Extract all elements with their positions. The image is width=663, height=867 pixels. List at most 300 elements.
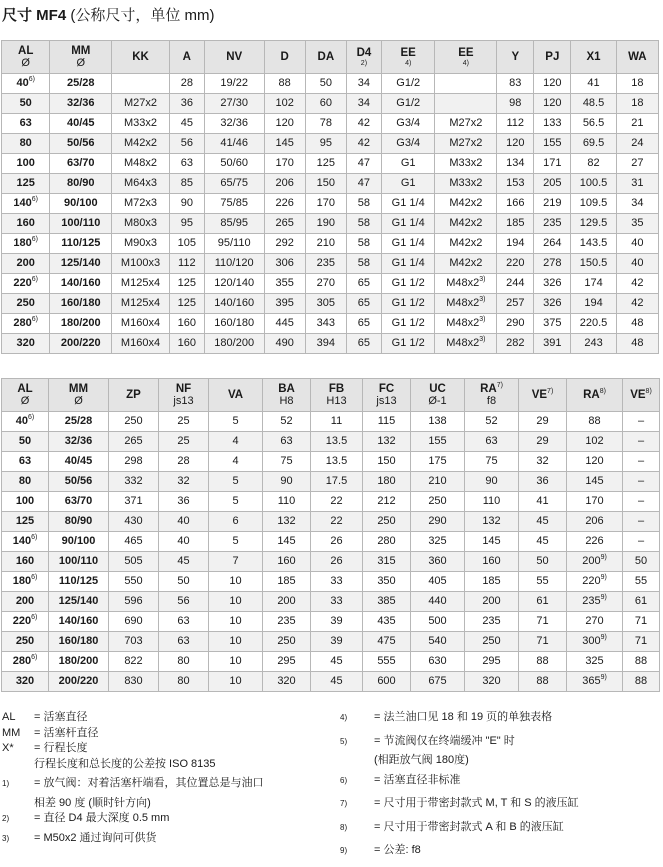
note-line <box>340 734 660 754</box>
table-cell <box>534 174 571 194</box>
cell-value: 153 <box>506 177 525 189</box>
note-number: 5) <box>340 736 348 746</box>
header-label: DA <box>317 51 335 63</box>
table-cell <box>169 254 204 274</box>
table-row <box>2 592 660 612</box>
column-header <box>567 379 623 412</box>
cell-value: 160 <box>15 555 35 567</box>
table-cell <box>2 592 49 612</box>
cell-value: 10 <box>229 655 242 667</box>
cell-value: 40 <box>15 415 28 427</box>
table-cell <box>2 154 50 174</box>
footnote-ref: 3) <box>479 336 486 343</box>
cell-value: 41/46 <box>220 137 248 149</box>
table-cell <box>109 652 159 672</box>
table-cell <box>2 652 49 672</box>
header-sublabel: js13 <box>376 395 397 407</box>
cell-value: 63 <box>19 117 32 129</box>
table-cell <box>109 512 159 532</box>
table-row <box>2 314 659 334</box>
cell-value: 63/70 <box>67 157 95 169</box>
cell-value: M42x2 <box>449 237 483 249</box>
cell-value: 32 <box>536 455 549 467</box>
table-cell <box>623 472 660 492</box>
cell-value: 50 <box>18 435 32 447</box>
cell-value: 26 <box>330 535 343 547</box>
cell-value: 10 <box>229 635 242 647</box>
table-cell <box>311 492 363 512</box>
table-cell <box>465 512 519 532</box>
note-number: 1) <box>2 779 10 788</box>
table-cell <box>363 472 411 492</box>
note-line <box>2 831 332 851</box>
table-cell <box>465 632 519 652</box>
header-footnote: 7) <box>547 388 554 395</box>
table-cell <box>363 632 411 652</box>
cell-value: M90x3 <box>123 237 158 249</box>
note-text: = 节流阀仅在终端缓冲 "E" 时 <box>374 734 515 747</box>
table-cell <box>112 74 170 94</box>
table-cell <box>2 74 50 94</box>
cell-value: 18 <box>631 77 644 89</box>
cell-value: 265 <box>275 217 294 229</box>
cell-value: 5 <box>232 415 239 427</box>
cell-value: 26 <box>330 555 343 567</box>
header-label: KK <box>132 51 149 63</box>
header-label: AL <box>17 383 33 395</box>
cell-value: 50/56 <box>67 137 95 149</box>
table-cell <box>346 94 381 114</box>
cell-value: 140 <box>13 197 32 209</box>
cell-value: G1 1/2 <box>391 317 425 329</box>
cell-value: 550 <box>124 575 143 587</box>
header-label: WA <box>628 51 647 63</box>
table-row <box>2 294 659 314</box>
cell-value: 200 <box>582 555 601 567</box>
cell-value: 395 <box>275 297 294 309</box>
table-cell <box>435 194 497 214</box>
table-cell <box>305 254 346 274</box>
dimensions-table-2 <box>1 378 660 692</box>
table-cell <box>519 432 567 452</box>
table-cell <box>2 254 50 274</box>
cell-value: 80 <box>177 655 190 667</box>
table-cell <box>616 334 658 354</box>
note-line <box>340 820 660 840</box>
cell-value: 80/90 <box>67 177 95 189</box>
note-line <box>2 811 332 831</box>
table-cell <box>465 532 519 552</box>
cell-value: 18 <box>631 97 644 109</box>
cell-value: 129.5 <box>579 217 608 229</box>
note-line <box>2 776 332 796</box>
cell-value: 100/110 <box>61 217 101 229</box>
cell-value: 185 <box>506 217 525 229</box>
cell-value: 80/90 <box>64 515 93 527</box>
note-key <box>340 734 374 754</box>
cell-value: 75 <box>485 455 498 467</box>
table-cell <box>263 552 311 572</box>
cell-value: 160 <box>16 217 35 229</box>
cell-value: 160 <box>482 555 501 567</box>
cell-value: 90/100 <box>63 197 98 209</box>
cell-value: 220 <box>12 615 32 627</box>
table-cell <box>381 114 435 134</box>
table-cell <box>2 532 49 552</box>
cell-value: 100/110 <box>58 555 99 567</box>
cell-value: M100x3 <box>120 257 161 269</box>
table-cell <box>497 254 534 274</box>
cell-value: 45 <box>330 675 343 687</box>
cell-value: 180 <box>377 475 396 487</box>
cell-value: 25 <box>177 435 190 447</box>
note-key <box>2 796 34 812</box>
table-cell <box>209 492 263 512</box>
cell-value: 155 <box>428 435 447 447</box>
cell-value: 325 <box>585 655 604 667</box>
cell-value: 112 <box>506 117 525 129</box>
cell-value: 63 <box>180 157 193 169</box>
table-cell <box>112 274 170 294</box>
cell-value: 475 <box>377 635 396 647</box>
table-cell <box>571 114 616 134</box>
table-cell <box>159 492 209 512</box>
table-cell <box>2 412 49 432</box>
cell-value: 435 <box>377 615 396 627</box>
table-cell <box>50 214 112 234</box>
table-cell <box>311 652 363 672</box>
table-row <box>2 672 660 692</box>
table-cell <box>264 134 305 154</box>
table-row <box>2 254 659 274</box>
table-cell <box>616 234 658 254</box>
cell-value: 332 <box>124 475 143 487</box>
cell-value: 270 <box>316 277 335 289</box>
cell-value: 110 <box>277 495 296 507</box>
table-cell <box>263 492 311 512</box>
column-header <box>346 41 381 74</box>
table-cell <box>209 672 263 692</box>
table-cell <box>209 592 263 612</box>
header-label: MM <box>68 383 89 395</box>
cell-value: 120 <box>506 137 525 149</box>
cell-value: 110/125 <box>58 575 99 587</box>
table-cell <box>623 432 660 452</box>
table-body <box>2 412 660 692</box>
table-cell <box>264 334 305 354</box>
cell-value: G1 1/2 <box>391 337 425 349</box>
table-cell <box>411 532 465 552</box>
cell-value: 405 <box>428 575 447 587</box>
table-cell <box>169 94 204 114</box>
cell-value: 56 <box>177 595 190 607</box>
cell-value: 175 <box>428 455 447 467</box>
table-cell <box>2 314 50 334</box>
note-number: 2) <box>2 814 10 823</box>
table-cell <box>169 214 204 234</box>
cell-value: 125 <box>177 277 196 289</box>
table-cell <box>159 472 209 492</box>
table-cell <box>465 592 519 612</box>
table-row <box>2 114 659 134</box>
cell-value: 243 <box>584 337 603 349</box>
cell-value: 48 <box>631 317 644 329</box>
cell-value: 290 <box>506 317 525 329</box>
cell-value: 150 <box>316 177 335 189</box>
table-cell <box>519 472 567 492</box>
cell-value: 36 <box>177 495 190 507</box>
cell-value: 125 <box>16 177 35 189</box>
header-footnote: 2) <box>360 59 368 67</box>
cell-value: M64x3 <box>123 177 158 189</box>
table-cell <box>534 274 571 294</box>
table-cell <box>497 194 534 214</box>
note-key <box>2 831 34 851</box>
table-row <box>2 652 660 672</box>
table-cell <box>112 174 170 194</box>
table-cell <box>2 274 50 294</box>
table-cell <box>109 432 159 452</box>
table-cell <box>311 532 363 552</box>
table-cell <box>159 652 209 672</box>
cell-value: 63 <box>485 435 498 447</box>
cell-value: 326 <box>543 297 562 309</box>
table-cell <box>623 452 660 472</box>
column-header <box>435 41 497 74</box>
table-cell <box>435 94 497 114</box>
table-cell <box>381 134 435 154</box>
table-cell <box>159 612 209 632</box>
column-header <box>263 379 311 412</box>
table-cell <box>381 274 435 294</box>
cell-value: 71 <box>536 615 549 627</box>
cell-value: 47 <box>357 157 371 169</box>
table-cell <box>263 592 311 612</box>
table-cell <box>209 532 263 552</box>
table-cell <box>381 234 435 254</box>
table-row <box>2 154 659 174</box>
header-label: VE <box>630 389 646 401</box>
cell-value: 88 <box>536 675 549 687</box>
header-label: VE <box>531 389 548 401</box>
cell-value: 140/160 <box>60 277 101 289</box>
cell-value: 10 <box>229 595 242 607</box>
table-cell <box>2 234 50 254</box>
table-cell <box>305 94 346 114</box>
cell-value: 125/140 <box>60 257 101 269</box>
table-row <box>2 334 659 354</box>
table-cell <box>204 314 264 334</box>
note-key: MM <box>2 726 21 739</box>
table-cell <box>209 432 263 452</box>
cell-value: 102 <box>585 435 604 447</box>
cell-value: 360 <box>428 555 447 567</box>
footnote-ref: 9) <box>600 634 607 641</box>
table-cell <box>497 154 534 174</box>
cell-value: 85 <box>180 177 193 189</box>
table-cell <box>623 612 660 632</box>
note-line <box>2 757 332 773</box>
table-cell <box>497 174 534 194</box>
cell-value: 265 <box>124 435 143 447</box>
cell-value: 250 <box>428 495 447 507</box>
cell-value: 88 <box>278 77 291 89</box>
table-cell <box>435 294 497 314</box>
cell-value: 540 <box>428 635 447 647</box>
cell-value: 65 <box>357 337 371 349</box>
cell-value: 83 <box>509 77 522 89</box>
cell-value: 60 <box>319 97 332 109</box>
cell-value: 40 <box>177 535 190 547</box>
cell-value: 95 <box>180 217 193 229</box>
footnote-ref: 9) <box>600 574 607 581</box>
cell-value: 17.5 <box>325 475 348 487</box>
cell-value: M160x4 <box>120 337 161 349</box>
cell-value: 56.5 <box>582 117 605 129</box>
footnote-ref: 6) <box>31 574 38 581</box>
table-cell <box>497 314 534 334</box>
cell-value: 42 <box>357 137 371 149</box>
cell-value: 180 <box>12 575 32 587</box>
note-line <box>2 796 332 812</box>
table-cell <box>363 512 411 532</box>
table-cell <box>435 154 497 174</box>
cell-value: 270 <box>585 615 604 627</box>
page-title-bold: 尺寸 MF4 <box>2 7 67 24</box>
table-cell <box>465 612 519 632</box>
table-cell <box>616 94 658 114</box>
table-cell <box>49 592 109 612</box>
table-cell <box>435 234 497 254</box>
table-cell <box>534 334 571 354</box>
header-label: NV <box>226 51 243 63</box>
note-text: = 放气阀：对着活塞杆端看，其位置总是与油口 <box>34 777 264 789</box>
note-key <box>340 820 374 840</box>
cell-value: G1 1/2 <box>391 297 425 309</box>
table-cell <box>305 294 346 314</box>
cell-value: 71 <box>634 615 648 627</box>
table-cell <box>169 274 204 294</box>
table-cell <box>346 294 381 314</box>
table-cell <box>571 154 616 174</box>
cell-value: – <box>637 495 645 507</box>
table-cell <box>411 632 465 652</box>
table-header-row <box>2 379 660 412</box>
table-cell <box>567 472 623 492</box>
cell-value: 63 <box>177 635 190 647</box>
table-cell <box>159 632 209 652</box>
cell-value: 212 <box>377 495 396 507</box>
table-cell <box>264 274 305 294</box>
table-cell <box>571 314 616 334</box>
column-header <box>519 379 567 412</box>
table-cell <box>311 412 363 432</box>
cell-value: 206 <box>275 177 294 189</box>
table-body <box>2 74 659 354</box>
cell-value: 32/36 <box>220 117 248 129</box>
table-cell <box>465 472 519 492</box>
cell-value: – <box>637 515 645 527</box>
cell-value: 29 <box>536 435 549 447</box>
cell-value: 295 <box>277 655 296 667</box>
table-cell <box>49 632 109 652</box>
table-cell <box>204 334 264 354</box>
footnote-ref: 6) <box>31 196 38 203</box>
cell-value: – <box>637 475 645 487</box>
header-label: BA <box>278 383 295 395</box>
cell-value: 200 <box>16 257 35 269</box>
column-header <box>623 379 660 412</box>
cell-value: 63/70 <box>64 495 93 507</box>
note-key <box>340 753 374 769</box>
table-cell <box>623 412 660 432</box>
table-cell <box>109 672 159 692</box>
cell-value: 28 <box>180 77 193 89</box>
table-cell <box>567 572 623 592</box>
table-cell <box>50 194 112 214</box>
note-text: (相距放气阀 180度) <box>374 754 469 766</box>
cell-value: 138 <box>428 415 447 427</box>
cell-value: 430 <box>124 515 143 527</box>
column-header <box>363 379 411 412</box>
table-cell <box>534 154 571 174</box>
note-line <box>340 753 660 769</box>
table-cell <box>169 294 204 314</box>
table-cell <box>204 274 264 294</box>
table-cell <box>616 274 658 294</box>
cell-value: 78 <box>319 117 332 129</box>
table-row <box>2 234 659 254</box>
cell-value: 5 <box>232 475 239 487</box>
column-header <box>616 41 658 74</box>
cell-value: 110/120 <box>214 257 254 269</box>
table-cell <box>534 314 571 334</box>
table-cell <box>411 512 465 532</box>
cell-value: 34 <box>357 77 371 89</box>
table-cell <box>567 452 623 472</box>
table-cell <box>567 512 623 532</box>
cell-value: 71 <box>536 635 549 647</box>
table-cell <box>534 194 571 214</box>
table-cell <box>411 492 465 512</box>
cell-value: 50/56 <box>64 475 93 487</box>
table-row <box>2 194 659 214</box>
cell-value: 250 <box>277 635 296 647</box>
footnote-ref: 9) <box>600 674 607 681</box>
table-cell <box>311 552 363 572</box>
cell-value: 4 <box>232 455 239 467</box>
cell-value: M125x4 <box>120 277 161 289</box>
header-footnote: 8) <box>599 388 606 395</box>
cell-value: 120/140 <box>214 277 255 289</box>
table-cell <box>49 512 109 532</box>
table-cell <box>169 174 204 194</box>
table-cell <box>305 154 346 174</box>
cell-value: 90 <box>280 475 293 487</box>
table-cell <box>519 592 567 612</box>
table-cell <box>204 154 264 174</box>
footnote-ref: 6) <box>31 316 38 323</box>
table-cell <box>2 672 49 692</box>
cell-value: 257 <box>506 297 525 309</box>
table-cell <box>109 612 159 632</box>
header-sublabel: Ø <box>20 395 30 407</box>
cell-value: 143.5 <box>579 237 608 249</box>
table-cell <box>109 632 159 652</box>
cell-value: 320 <box>277 675 296 687</box>
table-cell <box>623 532 660 552</box>
table-cell <box>264 214 305 234</box>
